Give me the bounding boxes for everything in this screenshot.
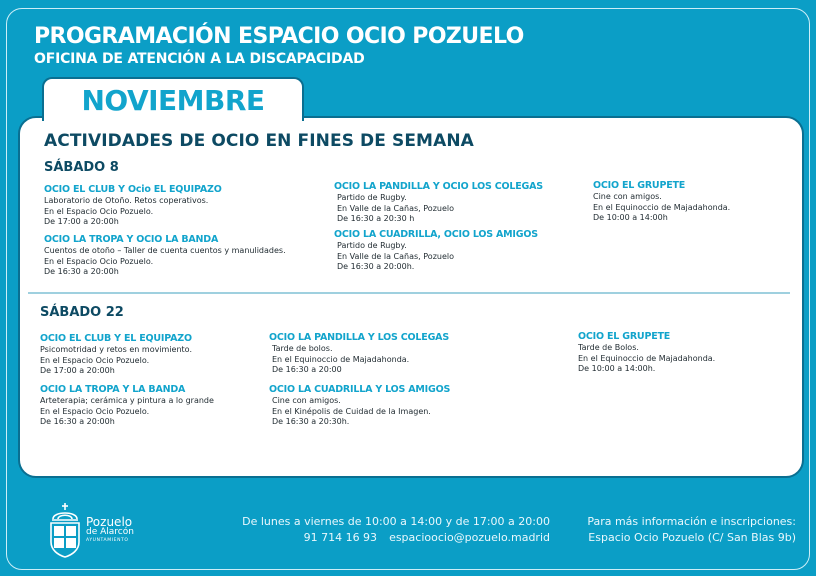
day-heading-sabado-8: SÁBADO 8 <box>44 160 119 175</box>
activity-title: OCIO EL GRUPETE <box>593 180 686 191</box>
activity-description: Partido de Rugby. <box>337 193 407 202</box>
activity-location: En el Espacio Ocio Pozuelo. <box>40 406 150 416</box>
page-subtitle: OFICINA DE ATENCIÓN A LA DISCAPACIDAD <box>34 51 365 67</box>
activity-time: De 16:30 a 20:00 <box>272 365 342 374</box>
day-heading-sabado-22: SÁBADO 22 <box>40 305 124 320</box>
activity-time: De 17:00 a 20:00h <box>40 366 115 375</box>
activity-location: En el Espacio Ocio Pozuelo. <box>44 256 154 266</box>
activity-title: OCIO EL GRUPETE <box>578 331 671 342</box>
activity-time: De 17:00 a 20:00h <box>44 217 119 226</box>
activity-location: En Valle de la Cañas, Pozuelo <box>337 203 454 213</box>
activity-time: De 16:30 a 20:00h. <box>337 262 415 271</box>
activity-description: Tarde de bolos. <box>272 344 333 353</box>
info-line-2: Espacio Ocio Pozuelo (C/ San Blas 9b) <box>588 531 796 544</box>
activity-item <box>334 229 538 273</box>
activity-location: En Valle de la Cañas, Pozuelo <box>337 251 454 261</box>
section-divider <box>28 292 790 294</box>
activity-title: OCIO LA PANDILLA Y OCIO LOS COLEGAS <box>334 181 543 192</box>
logo-name: Pozuelo <box>86 515 133 530</box>
activity-description: Cuentos de otoño – Taller de cuenta cuentos y manulidades. <box>44 246 286 255</box>
activity-time: De 10:00 a 14:00h <box>593 213 668 222</box>
activity-location: En el Espacio Ocio Pozuelo. <box>44 206 154 216</box>
activity-description: Partido de Rugby. <box>337 241 407 250</box>
phone-number[interactable]: 91 714 16 93 <box>303 531 378 544</box>
activity-title: OCIO EL CLUB Y Ocio EL EQUIPAZO <box>44 184 222 195</box>
activity-description: Arteterapia; cerámica y pintura a lo grande <box>40 396 214 405</box>
activity-item <box>334 181 543 225</box>
activity-title: OCIO LA TROPA Y OCIO LA BANDA <box>44 234 219 245</box>
activity-title: OCIO LA PANDILLA Y LOS COLEGAS <box>269 332 449 343</box>
activity-description: Cine con amigos. <box>593 192 662 201</box>
pozuelo-logo <box>48 500 158 560</box>
activity-item <box>44 184 222 228</box>
logo-ayuntamiento: AYUNTAMIENTO <box>86 538 129 544</box>
office-hours: De lunes a viernes de 10:00 a 14:00 y de 17:00 a 20:00 <box>242 515 550 528</box>
activity-location: En el Equinoccio de Majadahonda. <box>272 354 410 364</box>
activity-description: Tarde de Bolos. <box>578 343 639 352</box>
info-line-1: Para más información e inscripciones: <box>587 515 796 528</box>
logo-subname: de Alarcón <box>86 527 134 538</box>
activity-description: Laboratorio de Otoño. Retos coperativos. <box>44 196 209 205</box>
activity-item <box>269 384 450 428</box>
activity-location: En el Espacio Ocio Pozuelo. <box>40 355 150 365</box>
activity-location: En el Equinoccio de Majadahonda. <box>578 353 716 363</box>
activity-item <box>44 234 286 278</box>
activity-item <box>40 333 192 377</box>
activity-time: De 16:30 a 20:00h <box>40 417 115 426</box>
contact-line <box>304 530 550 546</box>
activity-location: En el Equinoccio de Majadahonda. <box>593 202 731 212</box>
activity-title: OCIO EL CLUB Y EL EQUIPAZO <box>40 333 192 344</box>
activity-item <box>40 384 214 428</box>
activity-item <box>593 180 730 224</box>
activity-title: OCIO LA CUADRILLA Y LOS AMIGOS <box>269 384 451 395</box>
month-label: NOVIEMBRE <box>81 83 265 117</box>
activity-time: De 16:30 a 20:00h <box>44 267 119 276</box>
section-heading: ACTIVIDADES DE OCIO EN FINES DE SEMANA <box>44 131 474 151</box>
activity-title: OCIO LA TROPA Y LA BANDA <box>40 384 186 395</box>
activity-title: OCIO LA CUADRILLA, OCIO LOS AMIGOS <box>334 229 538 240</box>
activity-item <box>578 331 715 375</box>
activity-description: Psicomotridad y retos en movimiento. <box>40 345 192 354</box>
coat-of-arms-icon <box>48 502 82 558</box>
activity-time: De 10:00 a 14:00h. <box>578 364 656 373</box>
email-link[interactable]: espacioocio@pozuelo.madrid <box>389 531 550 544</box>
activity-description: Cine con amigos. <box>272 396 341 405</box>
month-tab <box>42 77 304 121</box>
info-block <box>587 514 796 546</box>
activity-time: De 16:30 a 20:30h. <box>272 417 350 426</box>
activity-time: De 16:30 a 20:30 h <box>337 214 415 223</box>
activity-item <box>269 332 449 376</box>
activity-location: En el Kinépolis de Cuidad de la Imagen. <box>272 406 431 416</box>
page-title: PROGRAMACIÓN ESPACIO OCIO POZUELO <box>34 24 524 49</box>
